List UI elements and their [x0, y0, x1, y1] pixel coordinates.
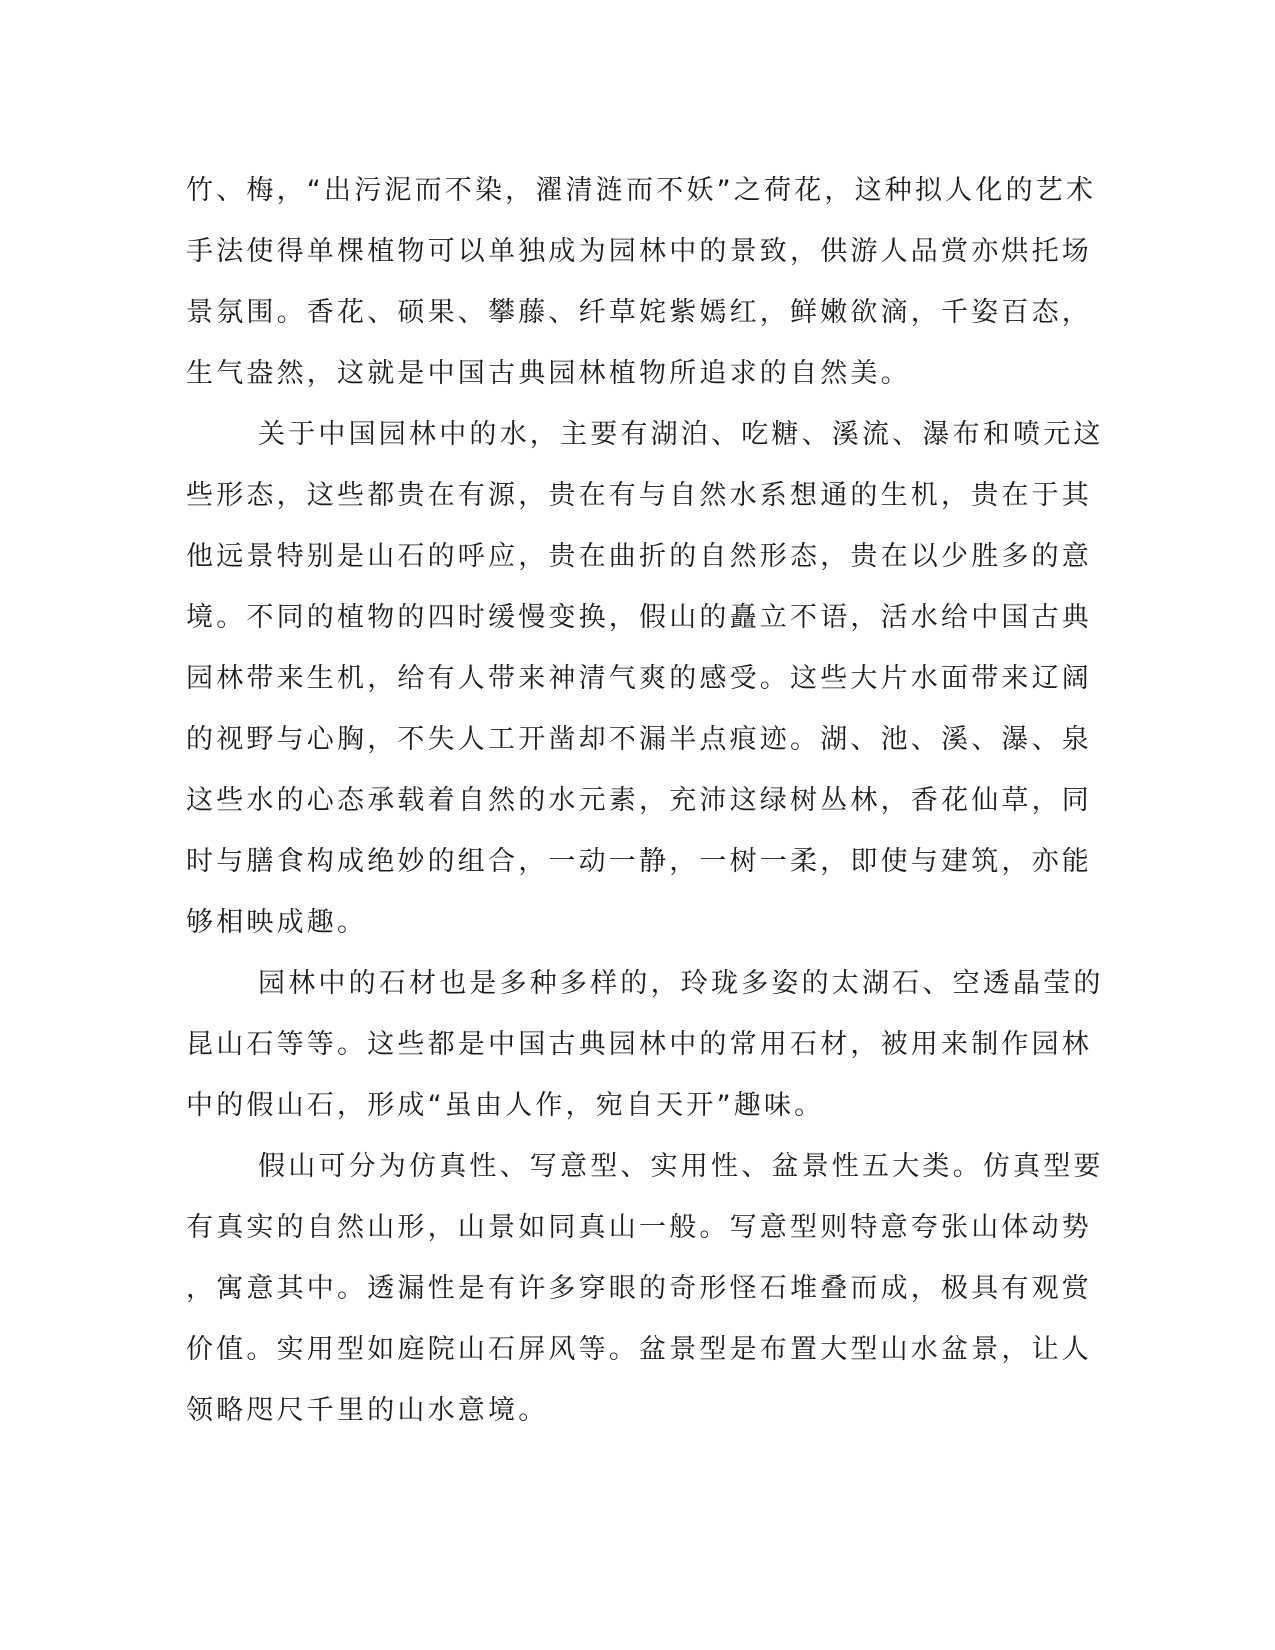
text-line: 时与膳食构成绝妙的组合，一动一静，一树一柔，即使与建筑，亦能: [186, 846, 1092, 877]
paragraph-rockeries: [186, 1136, 1104, 1441]
text-line: 些形态，这些都贵在有源，贵在有与自然水系想通的生机，贵在于其: [186, 480, 1092, 511]
text-line: ，寓意其中。透漏性是有许多穿眼的奇形怪石堆叠而成，极具有观赏: [186, 1273, 1092, 1304]
text-line: 手法使得单棵植物可以单独成为园林中的景致，供游人品赏亦烘托场: [186, 236, 1092, 267]
text-line: 景氛围。香花、硕果、攀藤、纤草姹紫嫣红，鲜嫩欲滴，千姿百态，: [186, 297, 1092, 328]
text-line: 有真实的自然山形，山景如同真山一般。写意型则特意夸张山体动势: [186, 1212, 1092, 1243]
text-line: 生气盎然，这就是中国古典园林植物所追求的自然美。: [186, 358, 911, 389]
text-line: 够相映成趣。: [186, 907, 368, 938]
text-line: 的视野与心胸，不失人工开凿却不漏半点痕迹。湖、池、溪、瀑、泉: [186, 724, 1092, 755]
paragraph-plants: [186, 160, 1097, 404]
text-line: 境。不同的植物的四时缓慢变换，假山的矗立不语，活水给中国古典: [186, 602, 1092, 633]
paragraph-water: [186, 404, 1104, 953]
text-line: 价值。实用型如庭院山石屏风等。盆景型是布置大型山水盆景，让人: [186, 1334, 1092, 1365]
text-line: 这些水的心态承载着自然的水元素，充沛这绿树丛林，香花仙草，同: [186, 785, 1092, 816]
text-line: 关于中国园林中的水，主要有湖泊、吃糖、溪流、瀑布和喷元这: [258, 419, 1104, 450]
text-line: 中的假山石，形成“虽由人作，宛自天开”趣味。: [186, 1090, 825, 1121]
body-text: [186, 160, 1104, 1441]
text-line: 假山可分为仿真性、写意型、实用性、盆景性五大类。仿真型要: [258, 1151, 1104, 1182]
text-line: 他远景特别是山石的呼应，贵在曲折的自然形态，贵在以少胜多的意: [186, 541, 1092, 572]
text-line: 竹、梅，“出污泥而不染，濯清涟而不妖”之荷花，这种拟人化的艺术: [186, 175, 1097, 206]
paragraph-stones: [186, 953, 1104, 1136]
text-line: 园林带来生机，给有人带来神清气爽的感受。这些大片水面带来辽阔: [186, 663, 1092, 694]
text-line: 领略咫尺千里的山水意境。: [186, 1395, 549, 1426]
text-line: 昆山石等等。这些都是中国古典园林中的常用石材，被用来制作园林: [186, 1029, 1092, 1060]
text-line: 园林中的石材也是多种多样的，玲珑多姿的太湖石、空透晶莹的: [258, 968, 1104, 999]
